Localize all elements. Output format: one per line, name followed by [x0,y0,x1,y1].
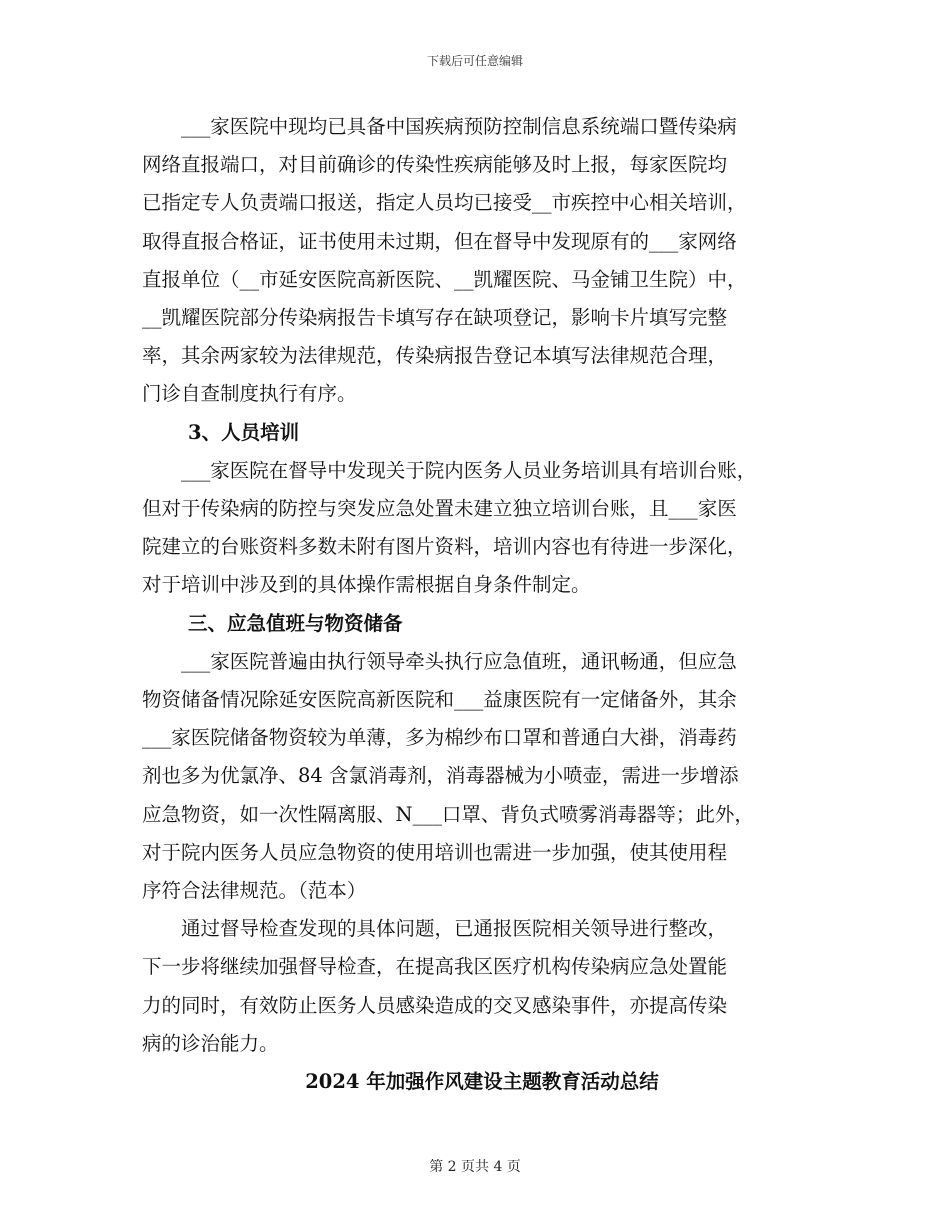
text-line: 病的诊治能力。 [142,1031,279,1055]
text-line: 对于院内医务人员应急物资的使用培训也需进一步加强，使其使用程 [142,840,728,864]
text-line: 对于培训中涉及到的具体操作需根据自身条件制定。 [142,573,591,597]
document-title: 2024 年加强作风建设主题教育活动总结 [305,1070,659,1094]
text-line: 率，其余两家较为法律规范，传染病报告登记本填写法律规范合理， [142,344,728,368]
paragraph-emergency [142,643,822,910]
document-body [142,108,822,1101]
paragraph-reporting [142,108,822,414]
text-line: 应急物资，如一次性隔离服、N___口罩、背负式喷雾消毒器等；此外， [142,802,754,826]
section-heading-training: 3、人员培训 [188,420,300,444]
text-line: 网络直报端口，对目前确诊的传染性疾病能够及时上报，每家医院均 [142,153,728,177]
text-line: 剂也多为优氯净、84 含氯消毒剂，消毒器械为小喷壶，需进一步增添 [142,764,739,788]
text-line: 门诊自查制度执行有序。 [142,382,357,406]
paragraph-conclusion [142,910,822,1063]
text-line: ___家医院在督导中发现关于院内医务人员业务培训具有培训台账， [142,458,757,482]
text-line: 直报单位（__市延安医院高新医院、__凯耀医院、马金铺卫生院）中， [142,267,747,291]
section-heading-emergency: 三、应急值班与物资储备 [188,611,403,635]
text-line: ___家医院中现均已具备中国疾病预防控制信息系统端口暨传染病 [142,115,737,138]
paragraph-training [142,452,822,605]
text-line: ___家医院普遍由执行领导牵头执行应急值班，通讯畅通，但应急 [142,649,737,673]
text-line: __凯耀医院部分传染病报告卡填写存在缺项登记，影响卡片填写完整 [142,306,728,330]
page-footer: 第 2 页共 4 页 [429,1159,521,1175]
text-line: 物资储备情况除延安医院高新医院和___益康医院有一定储备外，其余 [142,688,737,712]
text-line: ___家医院储备物资较为单薄，多为棉纱布口罩和普通白大褂，消毒药 [142,726,737,750]
text-line: 通过督导检查发现的具体问题，已通报医院相关领导进行整改， [142,917,728,941]
text-line: 下一步将继续加强督导检查，在提高我区医疗机构传染病应急处置能 [142,955,728,979]
page-header: 下载后可任意编辑 [426,54,523,68]
text-line: 力的同时，有效防止医务人员感染造成的交叉感染事件，亦提高传染 [142,993,728,1017]
text-line: 序符合法律规范。（范本） [142,879,367,903]
text-line: 但对于传染病的防控与突发应急处置未建立独立培训台账，且___家医 [142,497,737,521]
text-line: 已指定专人负责端口报送，指定人员均已接受__市疾控中心相关培训， [142,191,747,215]
text-line: 取得直报合格证，证书使用未过期，但在督导中发现原有的___家网络 [142,229,737,253]
text-line: 院建立的台账资料多数未附有图片资料，培训内容也有待进一步深化， [142,535,747,559]
